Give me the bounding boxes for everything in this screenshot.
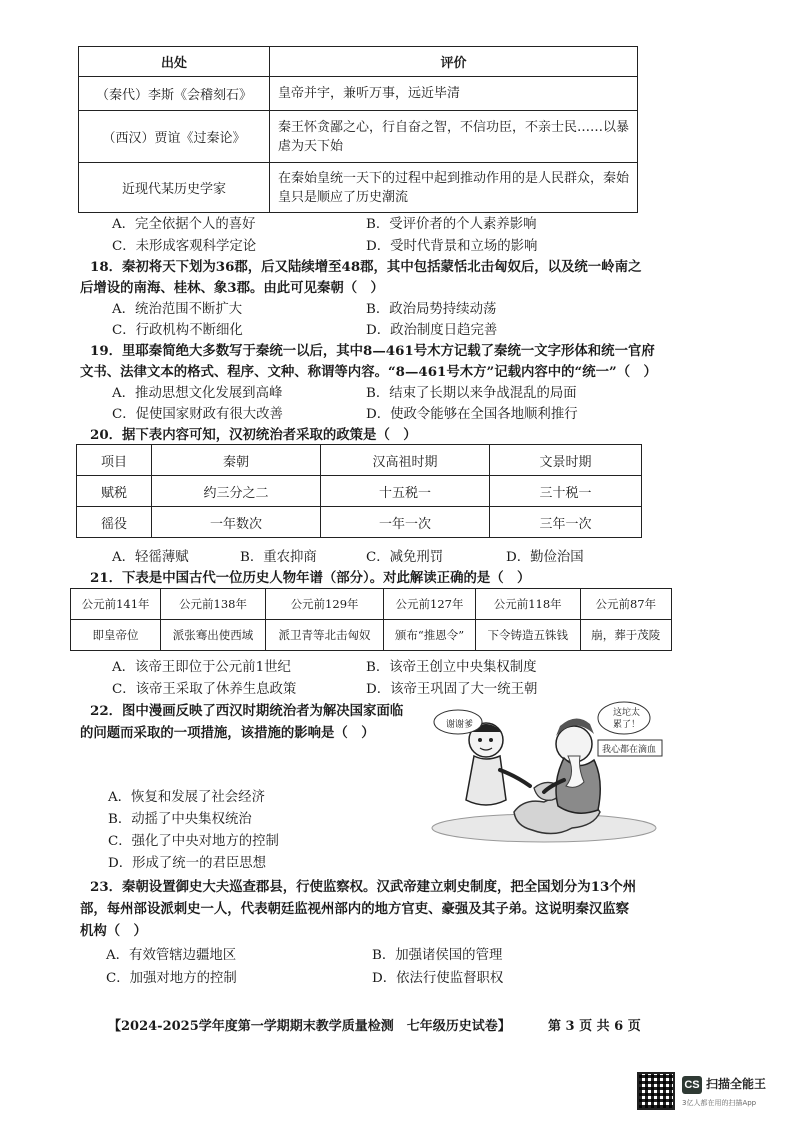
q19-stem-line2: 文书、法律文本的格式、程序、文种、称谓等内容。“8—461号木方”记载内容中的“统一”（ ） [80,364,657,380]
q17-option-b[interactable]: B．受评价者的个人素养影响 [366,217,537,232]
qr-code-icon [637,1072,675,1110]
q22-stem-line2: 的问题而采取的一项措施，该措施的影响是（ ） [80,725,375,741]
table-header: 秦朝 [152,445,321,476]
policy-table [76,444,642,538]
q23-option-c[interactable]: C．加强对地方的控制 [106,971,237,986]
table-header: 项目 [77,445,152,476]
q21-option-b[interactable]: B．该帝王创立中央集权制度 [366,660,537,675]
cartoon-illustration [424,700,664,846]
table-cell-event: 即皇帝位 [71,620,161,651]
q22-option-d[interactable]: D．形成了统一的君臣思想 [108,856,267,871]
q18-stem-line2: 后增设的南海、桂林、象3郡。由此可见秦朝（ ） [80,280,384,296]
camscanner-logo-icon: CS [682,1076,702,1094]
table-cell-event: 派卫青等北击匈奴 [265,620,383,651]
q22-option-c[interactable]: C．强化了中央对地方的控制 [108,834,279,849]
bubble-tired-line2: 累了！ [613,720,641,730]
q18-stem-line1: 18．秦初将天下划为36郡，后又陆续增至48郡，其中包括蒙恬北击匈奴后，以及统一岭南之 [90,259,642,275]
q23-option-a[interactable]: A．有效管辖边疆地区 [106,948,237,963]
q17-option-c[interactable]: C．未形成客观科学定论 [112,239,257,254]
table-cell-event: 崩，葬于茂陵 [580,620,671,651]
q23-option-d[interactable]: D．依法行使监督职权 [372,971,504,986]
q18-option-b[interactable]: B．政治局势持续动荡 [366,302,497,317]
scanner-tagline: 3亿人都在用的扫描App [682,1099,757,1107]
q20-option-a[interactable]: A．轻徭薄赋 [112,550,189,565]
q20-option-b[interactable]: B．重农抑商 [240,550,317,565]
q19-stem-line1: 19．里耶秦简绝大多数写于秦统一以后，其中8—461号木方记载了秦统一文字形体和统一官府 [90,343,655,359]
table-cell-event: 派张骞出使西域 [161,620,266,651]
table-cell-year: 公元前141年 [71,589,161,620]
bubble-tired-line1: 这坨太 [613,708,641,718]
table-cell-year: 公元前87年 [580,589,671,620]
table-cell: 一年数次 [152,507,321,538]
q23-option-b[interactable]: B．加强诸侯国的管理 [372,948,503,963]
table-cell: 十五税一 [321,476,490,507]
q19-option-c[interactable]: C．促使国家财政有很大改善 [112,407,283,422]
table-cell-year: 公元前129年 [265,589,383,620]
q18-option-a[interactable]: A．统治范围不断扩大 [112,302,243,317]
q18-option-d[interactable]: D．政治制度日趋完善 [366,323,498,338]
evaluation-table [78,46,638,213]
q18-option-c[interactable]: C．行政机构不断细化 [112,323,243,338]
table-header: 出处 [79,47,270,77]
table-cell: 赋税 [77,476,152,507]
q22-option-b[interactable]: B．动摇了中央集权统治 [108,812,252,827]
table-cell-year: 公元前118年 [475,589,580,620]
bubble-heart-bleeding: 我心都在滴血 [602,745,657,755]
chronology-table [70,588,672,651]
q23-stem-line1: 23．秦朝设置御史大夫巡查郡县，行使监察权。汉武帝建立刺史制度，把全国划分为13个州 [90,879,637,895]
page-number: 第 3 页 共 6 页 [548,1019,641,1034]
q23-stem-line3: 机构（ ） [80,923,147,939]
table-cell: 一年一次 [321,507,490,538]
q23-stem-line2: 部，每州部设派刺史一人，代表朝廷监视州部内的地方官吏、豪强及其子弟。这说明秦汉监察 [80,901,630,917]
table-cell-event: 颁布“推恩令” [384,620,476,651]
q19-option-d[interactable]: D．使政令能够在全国各地顺利推行 [366,407,578,422]
exam-title-footer: 【2024-2025学年度第一学期期末教学质量检测 七年级历史试卷】 [108,1019,511,1034]
table-cell: 近现代某历史学家 [79,163,270,213]
table-header: 汉高祖时期 [321,445,490,476]
table-cell: （秦代）李斯《会稽刻石》 [79,77,270,111]
q19-option-a[interactable]: A．推动思想文化发展到高峰 [112,386,283,401]
q20-option-c[interactable]: C．减免刑罚 [366,550,444,565]
table-cell: 皇帝并宇，兼听万事，远近毕清 [270,77,638,111]
table-cell-year: 公元前127年 [384,589,476,620]
table-cell: （西汉）贾谊《过秦论》 [79,111,270,163]
table-cell-event: 下令铸造五铢钱 [475,620,580,651]
table-cell: 三十税一 [490,476,642,507]
q19-option-b[interactable]: B．结束了长期以来争战混乱的局面 [366,386,577,401]
table-cell: 秦王怀贪鄙之心，行自奋之智，不信功臣，不亲士民……以暴虐为天下始 [270,111,638,163]
q21-option-a[interactable]: A．该帝王即位于公元前1世纪 [112,660,291,675]
q22-option-a[interactable]: A．恢复和发展了社会经济 [108,790,265,805]
scanner-brand: 扫描全能王 [706,1077,767,1091]
table-header: 文景时期 [490,445,642,476]
table-cell-year: 公元前138年 [161,589,266,620]
bubble-thanks: 谢谢爹 [446,720,474,730]
table-cell: 徭役 [77,507,152,538]
table-cell: 在秦始皇统一天下的过程中起到推动作用的是人民群众，秦始皇只是顺应了历史潮流 [270,163,638,213]
q22-stem-line1: 22．图中漫画反映了西汉时期统治者为解决国家面临 [90,703,404,719]
q20-option-d[interactable]: D．勤俭治国 [506,550,584,565]
q21-stem: 21．下表是中国古代一位历史人物年谱（部分）。对此解读正确的是（ ） [90,570,531,586]
q17-option-a[interactable]: A．完全依据个人的喜好 [112,217,256,232]
q17-option-d[interactable]: D．受时代背景和立场的影响 [366,239,538,254]
table-header: 评价 [270,47,638,77]
q20-stem: 20．据下表内容可知，汉初统治者采取的政策是（ ） [90,427,417,443]
table-cell: 三年一次 [490,507,642,538]
table-cell: 约三分之二 [152,476,321,507]
q21-option-c[interactable]: C．该帝王采取了休养生息政策 [112,682,297,697]
q21-option-d[interactable]: D．该帝王巩固了大一统王朝 [366,682,538,697]
